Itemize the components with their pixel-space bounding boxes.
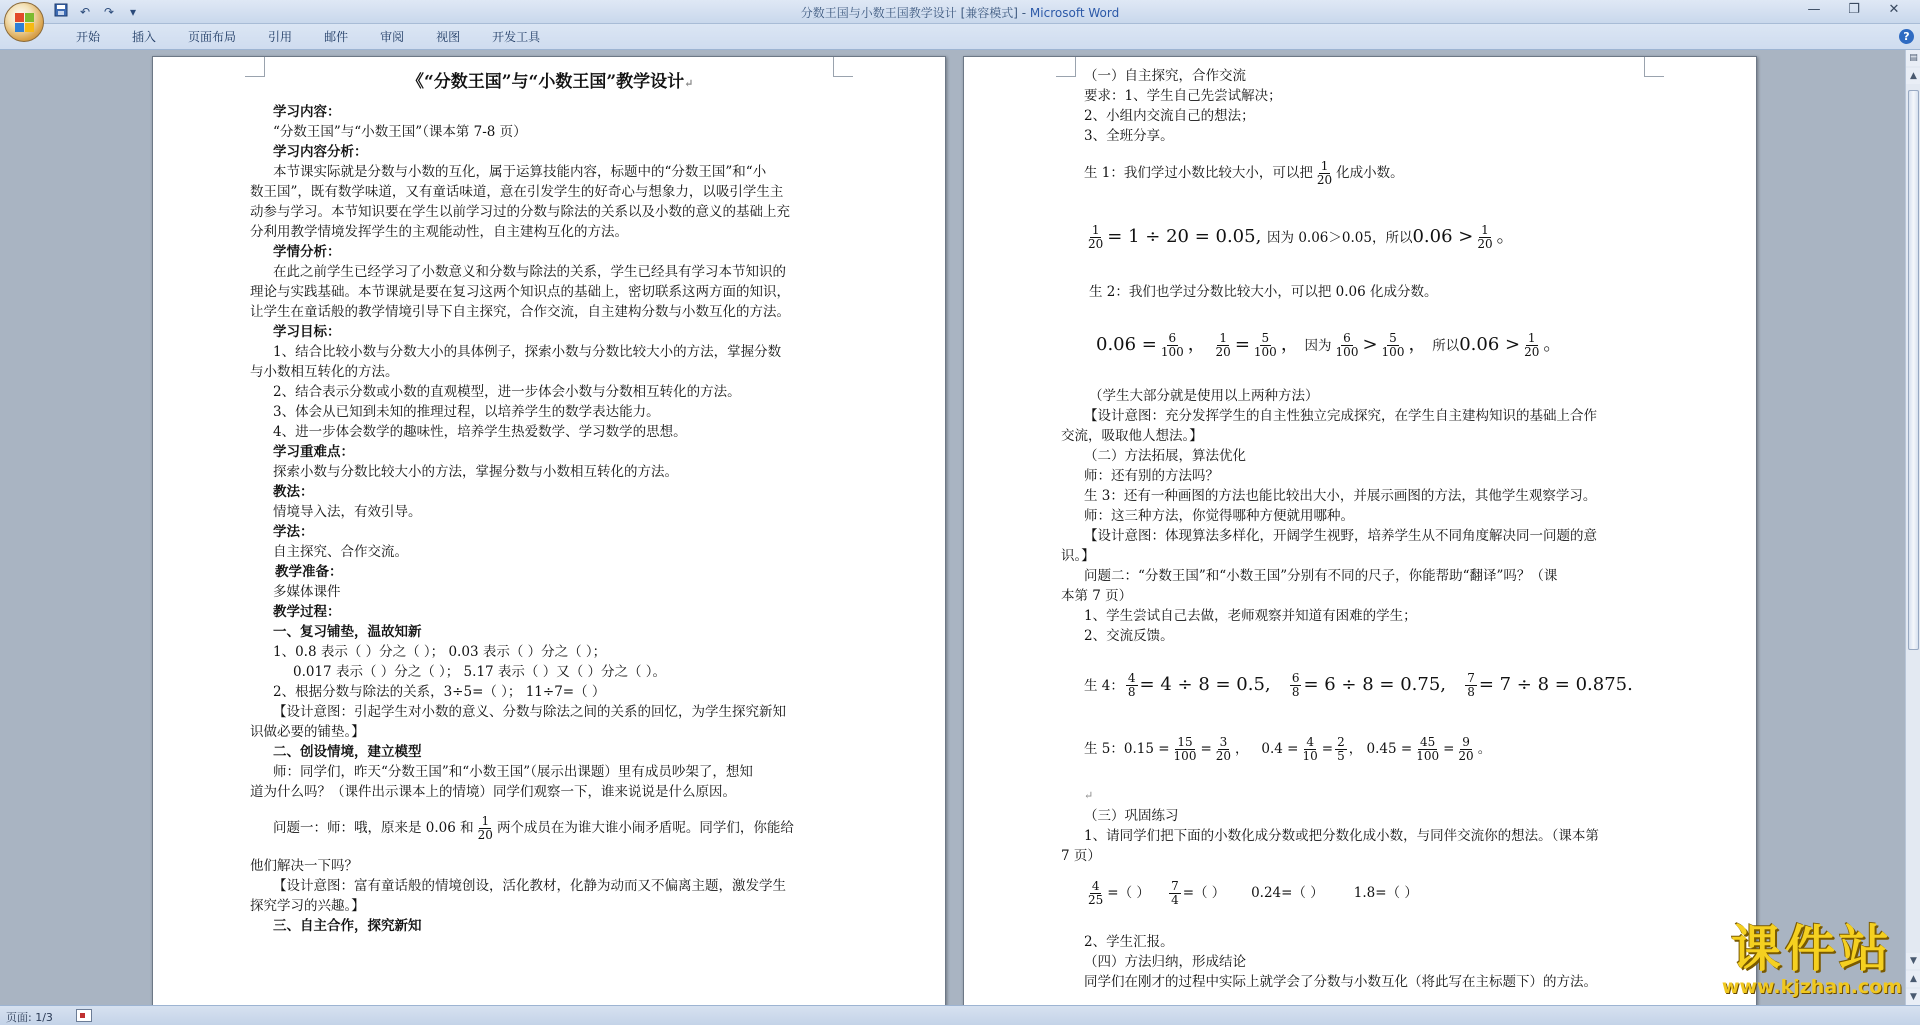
text-run: 两个成员在为谁大谁小闹矛盾呢。同学们，你能给 — [496, 820, 794, 836]
watermark — [1722, 922, 1902, 998]
text-line: 1、0.8 表示（ ）分之（ ）； 0.03 表示（ ）分之（ ）； — [273, 644, 607, 660]
scroll-up-icon[interactable]: ▲ — [1906, 68, 1920, 84]
status-bar — [0, 1005, 1920, 1025]
text-line: 1、请同学们把下面的小数化成分数或把分数化成小数，与同伴交流你的想法。（课本第 — [1084, 828, 1599, 844]
text-line: 本节课实际就是分数与小数的互化，属于运算技能内容，标题中的“分数王国”和“小 — [273, 164, 767, 180]
document-page-1[interactable] — [152, 56, 946, 1005]
fraction: $\frac{6}{100}$ — [1160, 330, 1184, 359]
text-line: 2、学生汇报。 — [1084, 934, 1174, 950]
ruler-toggle-icon[interactable]: ▤ — [1906, 50, 1920, 66]
question-one-line — [273, 811, 794, 845]
scrollbar-thumb[interactable] — [1908, 90, 1919, 650]
text-line: （四）方法归纳，形成结论 — [1084, 954, 1246, 970]
text-line: 同学们在刚才的过程中实际上就学会了分数与小数互化（将此写在主标题下）的方法。 — [1084, 974, 1597, 990]
fraction: $\frac{1}{20}$ — [477, 814, 493, 842]
tab-mailings[interactable]: 邮件 — [324, 30, 349, 44]
design-intent-line: 【设计意图：体现算法多样化，开阔学生视野，培养学生从不同角度解决同一问题的意 — [1084, 528, 1597, 544]
tab-page-layout[interactable]: 页面布局 — [188, 30, 237, 44]
text-line: 2、交流反馈。 — [1084, 628, 1174, 644]
ribbon — [0, 24, 1920, 50]
fraction: $\frac{5}{100}$ — [1381, 330, 1405, 359]
text-line: 2、结合表示分数或小数的直观模型，进一步体会小数与分数相互转化的方法。 — [273, 384, 741, 400]
page-title: 《“分数王国”与“小数王国”教学设计↵ — [407, 72, 694, 92]
text-line: 4、进一步体会数学的趣味性，培养学生热爱数学、学习数学的思想。 — [273, 424, 687, 440]
fraction: $\frac{9}{20}$ — [1458, 735, 1474, 763]
text-line: 情境导入法，有效引导。 — [273, 504, 422, 520]
section-heading: 学习重难点： — [273, 444, 354, 460]
text-line: 2、根据分数与除法的关系，3÷5=（ ）； 11÷7=（ ） — [273, 684, 606, 700]
tab-references[interactable]: 引用 — [268, 30, 293, 44]
fraction: $\frac{2}{5}$ — [1337, 735, 1345, 763]
fraction: $\frac{4}{8}$ — [1127, 670, 1136, 699]
fraction: $\frac{1}{20}$ — [1524, 330, 1540, 359]
section-heading: 学习内容分析： — [273, 144, 368, 160]
ribbon-tabs — [60, 29, 556, 45]
window-controls — [1794, 0, 1914, 20]
text-line: 1、结合比较小数与分数大小的具体例子，探索小数与分数比较大小的方法，掌握分数 — [273, 344, 782, 360]
fraction: $\frac{1}{20}$ — [1316, 159, 1333, 187]
next-page-icon[interactable]: ▼ — [1906, 989, 1920, 1005]
text-line: 在此之前学生已经学习了小数意义和分数与除法的关系，学生已经具有学习本节知识的 — [273, 264, 786, 280]
paragraph-mark: ↵ — [1084, 789, 1094, 802]
design-intent-line: 【设计意图：引起学生对小数的意义、分数与除法之间的关系的回忆，为学生探究新知 — [273, 704, 786, 720]
tab-view[interactable]: 视图 — [436, 30, 461, 44]
text-line: 道为什么吗？（课件出示课本上的情境）同学们观察一下，谁来说说是什么原因。 — [250, 784, 736, 800]
document-title: 分数王国与小数王国教学设计 [兼容模式] - — [800, 6, 1030, 20]
text-line: 师：同学们，昨天“分数王国”和“小数王国”（展示出课题）里有成员吵架了，想知 — [273, 764, 753, 780]
section-heading: 二、创设情境，建立模型 — [273, 744, 422, 760]
text-line: 理论与实践基础。本节课就是要在复习这两个知识点的基础上，密切联系这两方面的知识， — [250, 284, 790, 300]
window-title — [0, 4, 1920, 21]
fraction: $\frac{6}{8}$ — [1291, 670, 1300, 699]
tab-review[interactable]: 审阅 — [380, 30, 405, 44]
text-line: 3、体会从已知到未知的推理过程，以培养学生的数学表达能力。 — [273, 404, 660, 420]
section-heading: 学习目标： — [273, 324, 341, 340]
fraction: $\frac{4}{25}$ — [1088, 879, 1104, 907]
page-2-content — [964, 57, 1758, 1005]
text-line: 生 2：我们也学过分数比较大小，可以把 0.06 化成分数。 — [1089, 284, 1438, 300]
page-1-content — [153, 57, 947, 1005]
fraction: $\frac{7}{8}$ — [1467, 670, 1475, 699]
text-line: 让学生在童话般的教学情境引导下自主探究，合作交流，自主建构分数与小数互化的方法。 — [250, 304, 790, 320]
text-line: 3、全班分享。 — [1084, 128, 1174, 144]
text-line: 本第 7 页） — [1061, 588, 1133, 604]
text-line: 数王国”，既有数学味道，又有童话味道，意在引发学生的好奇心与想象力，以吸引学生主 — [250, 184, 784, 200]
text-line: 与小数相互转化的方法。 — [250, 364, 399, 380]
text-run: 问题一：师：哦，原来是 0.06 和 — [273, 820, 474, 836]
text-line: 要求：1、学生自己先尝试解决； — [1084, 88, 1282, 104]
section-heading: 教法： — [273, 484, 314, 500]
watermark-url: www.kjzhan.com — [1721, 976, 1902, 998]
text-line: 问题二：“分数王国”和“小数王国”分别有不同的尺子，你能帮助“翻译”吗？（课 — [1084, 568, 1558, 584]
fraction: $\frac{5}{100}$ — [1253, 330, 1277, 359]
text-line: 自主探究、合作交流。 — [273, 544, 408, 560]
design-intent-line: 探究学习的兴趣。】 — [250, 898, 365, 914]
text-line: （三）巩固练习 — [1084, 808, 1179, 824]
text-line: 1、学生尝试自己去做，老师观察并知道有困难的学生； — [1084, 608, 1417, 624]
text-line: “分数王国”与“小数王国”（课本第 7-8 页） — [273, 124, 527, 140]
text-line: 7 页） — [1061, 848, 1101, 864]
math-equation: 生 4： $\frac{4}{8}$ = 4 ÷ 8 = 0.5, $\frac{6}{8}$ = 6 ÷ 8 = 0.75, $\frac{7}{8}$ = 7 ÷ 8 = 0.875. — [1084, 670, 1633, 699]
section-heading: 三、自主合作，探究新知 — [273, 918, 422, 934]
design-intent-line: 识。】 — [1061, 548, 1095, 564]
watermark-text: 课件站 — [1730, 920, 1893, 978]
design-intent-line: 交流，吸取他人想法。】 — [1061, 428, 1203, 444]
math-equation: 生 5：0.15 = $\frac{15}{100}$ = $\frac{3}{20}$ ， 0.4 = $\frac{4}{10}$ = $\frac{2}{5}$ ， 0.45 = $\frac{45}{100}$ = $\frac{9}{20}$ 。 — [1084, 735, 1492, 763]
fraction: $\frac{15}{100}$ — [1173, 735, 1197, 763]
proofing-icon[interactable] — [76, 1009, 92, 1022]
design-intent-line: 【设计意图：富有童话般的情境创设，活化教材，化静为动而又不偏离主题，激发学生 — [273, 878, 786, 894]
vertical-scrollbar[interactable] — [1905, 50, 1920, 1005]
text-line: 分利用教学情境发挥学生的主观能动性，自主建构互化的方法。 — [250, 224, 628, 240]
fraction: $\frac{1}{20}$ — [1088, 222, 1104, 251]
office-button[interactable] — [4, 2, 44, 42]
fraction: $\frac{1}{20}$ — [1477, 222, 1493, 251]
text-line: 探索小数与分数比较大小的方法，掌握分数与小数相互转化的方法。 — [273, 464, 678, 480]
text-line: 师：还有别的方法吗？ — [1084, 468, 1219, 484]
document-page-2[interactable] — [963, 56, 1757, 1005]
text-line: 生 3：还有一种画图的方法也能比较出大小，并展示画图的方法，其他学生观察学习。 — [1084, 488, 1597, 504]
title-bar — [0, 0, 1920, 24]
redo-icon[interactable]: ↷ — [103, 5, 115, 19]
restore-icon[interactable]: ❐ — [1848, 2, 1860, 17]
section-heading: 教学过程： — [273, 604, 341, 620]
exercise-line: $\frac{4}{25}$ =（ ） $\frac{7}{4}$ =（ ） 0.24=（ ） 1.8=（ ） — [1088, 879, 1418, 907]
tab-insert[interactable]: 插入 — [132, 30, 157, 44]
text-line: 他们解决一下吗？ — [250, 858, 358, 874]
design-intent-line: 【设计意图：充分发挥学生的自主性独立完成探究，在学生自主建构知识的基础上合作 — [1084, 408, 1597, 424]
app-name: Microsoft Word — [1029, 6, 1120, 20]
section-heading: 学法： — [273, 524, 314, 540]
fraction: $\frac{7}{4}$ — [1171, 879, 1179, 907]
text-line: 0.017 表示（ ）分之（ ）； 5.17 表示（ ）又（ ）分之（ ）。 — [293, 664, 667, 680]
undo-icon[interactable]: ↶ — [79, 5, 91, 19]
page-count[interactable]: 页面: 1/3 — [6, 1011, 53, 1024]
text-line: （学生大部分就是使用以上两种方法） — [1089, 388, 1319, 404]
fraction: $\frac{4}{10}$ — [1302, 735, 1318, 763]
tab-home[interactable]: 开始 — [76, 30, 101, 44]
section-heading: 学习内容： — [273, 104, 341, 120]
text-line: （一）自主探究，合作交流 — [1084, 68, 1246, 84]
document-area[interactable] — [0, 50, 1905, 1005]
section-heading: 一、复习铺垫，温故知新 — [273, 624, 422, 640]
fraction: $\frac{6}{100}$ — [1335, 330, 1359, 359]
section-heading: 学情分析： — [273, 244, 341, 260]
previous-page-icon[interactable]: ▲ — [1906, 971, 1920, 987]
fraction: $\frac{1}{20}$ — [1215, 330, 1231, 359]
close-icon[interactable]: ✕ — [1888, 2, 1900, 17]
text-line: 多媒体课件 — [273, 584, 341, 600]
fraction: $\frac{45}{100}$ — [1416, 735, 1440, 763]
section-heading: 教学准备： — [275, 564, 343, 580]
student-one-line: 生 1：我们学过小数比较大小，可以把 $\frac{1}{20}$ 化成小数。 — [1084, 159, 1404, 187]
tab-developer[interactable]: 开发工具 — [492, 30, 541, 44]
help-icon[interactable]: ? — [1899, 29, 1914, 44]
text-line: 2、小组内交流自己的想法； — [1084, 108, 1255, 124]
text-line: 师：这三种方法，你觉得哪种方便就用哪种。 — [1084, 508, 1354, 524]
customize-qat-icon[interactable]: ▾ — [129, 5, 137, 19]
minimize-icon[interactable]: — — [1807, 2, 1821, 17]
office-logo-icon — [15, 13, 35, 33]
fraction: $\frac{3}{20}$ — [1215, 735, 1232, 763]
math-equation: $\frac{1}{20}$ = 1 ÷ 20 = 0.05, 因为 0.06＞0.05，所以0.06 > $\frac{1}{20}$ 。 — [1088, 222, 1515, 251]
text-line: （二）方法拓展，算法优化 — [1084, 448, 1246, 464]
text-line: 动参与学习。本节知识要在学生以前学习过的分数与除法的关系以及小数的意义的基础上充 — [250, 204, 790, 220]
design-intent-line: 识做必要的铺垫。】 — [250, 724, 365, 740]
scroll-down-icon[interactable]: ▼ — [1906, 953, 1920, 969]
math-equation: 0.06 = $\frac{6}{100}$ ， $\frac{1}{20}$ = $\frac{5}{100}$ ， 因为 $\frac{6}{100}$ > $\frac{5}{100}$ ， 所以0.06 > $\frac{1}{20}$ 。 — [1096, 330, 1562, 359]
